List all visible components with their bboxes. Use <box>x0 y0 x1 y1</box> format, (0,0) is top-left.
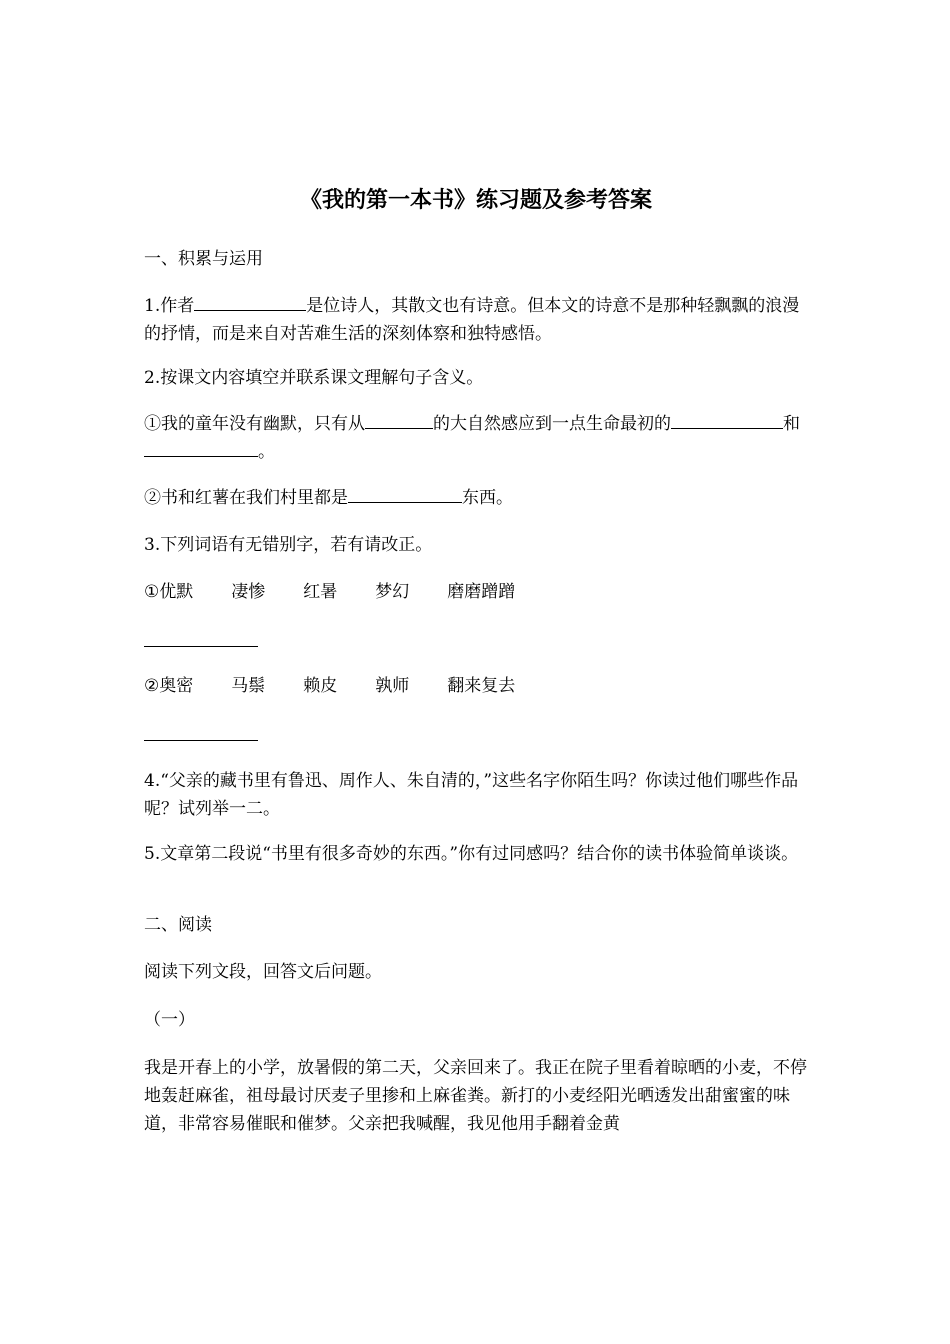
q3-word: 凄惨 <box>231 582 266 602</box>
question-5: 5.文章第二段说“书里有很多奇妙的东西。”你有过同感吗？结合你的读书体验简单谈谈。 <box>144 844 799 864</box>
q3-word: 翻来复去 <box>447 676 516 696</box>
q2a-blank-1 <box>365 410 433 429</box>
q2a-end: 。 <box>258 442 275 462</box>
answer-line-2 <box>144 740 258 741</box>
reading-instructions: 阅读下列文段，回答文后问题。 <box>144 962 382 982</box>
q3-row2-label: ② <box>144 676 160 696</box>
question-3-row-1 <box>144 578 808 606</box>
q2b-suffix: 东西。 <box>462 488 513 508</box>
q2a-prefix: ①我的童年没有幽默，只有从 <box>144 414 365 434</box>
q1-suffix: 是位诗人，其散文也有诗意。但本文的诗意不是那种轻飘飘的浪漫的抒情，而是来自对苦难生活的深刻体察和独特感悟。 <box>144 296 800 344</box>
q3-word: 磨磨蹭蹭 <box>447 582 516 602</box>
q2a-and: 和 <box>783 414 800 434</box>
question-3-row-2 <box>144 672 808 700</box>
section-heading-1: 一、积累与运用 <box>144 249 263 269</box>
q3-row1-label: ① <box>144 582 160 602</box>
question-4: 4.“父亲的藏书里有鲁迅、周作人、朱自清的，”这些名字你陌生吗？你读过他们哪些作品呢？试列举一二。 <box>144 771 799 819</box>
section-heading-2: 二、阅读 <box>144 915 212 935</box>
q1-prefix: 1.作者 <box>144 296 195 316</box>
q2a-blank-3 <box>144 438 258 457</box>
q2b-prefix: ②书和红薯在我们村里都是 <box>144 488 348 508</box>
reading-passage: 我是开春上的小学，放暑假的第二天，父亲回来了。我正在院子里看着晾晒的小麦，不停地轰赶麻雀，祖母最讨厌麦子里掺和上麻雀粪。新打的小麦经阳光晒透发出甜蜜蜜的味道，非常容易催眠和催梦。父亲把我喊醒，我见他用手翻着金黄 <box>144 1058 807 1134</box>
q3-word: 奥密 <box>159 676 194 696</box>
q1-blank <box>194 292 306 311</box>
q3-word: 梦幻 <box>375 582 410 602</box>
reading-part-label: （一） <box>144 1010 195 1030</box>
question-1 <box>144 292 808 348</box>
q2b-blank <box>348 484 462 503</box>
q3-word: 赖皮 <box>303 676 338 696</box>
answer-line-1 <box>144 646 258 647</box>
question-3-stem: 3.下列词语有无错别字，若有请改正。 <box>144 535 433 555</box>
q3-word: 红暑 <box>303 582 338 602</box>
q3-word: 优默 <box>159 582 194 602</box>
question-2-stem: 2.按课文内容填空并联系课文理解句子含义。 <box>144 368 484 388</box>
q2a-blank-2 <box>671 410 747 429</box>
question-2b <box>144 484 808 512</box>
q3-word: 孰师 <box>375 676 410 696</box>
question-2a <box>144 410 808 466</box>
q2a-mid: 的大自然感应到一点生命最初的 <box>433 414 671 434</box>
document-title: 《我的第一本书》练习题及参考答案 <box>299 187 652 213</box>
q3-word: 马鬃 <box>231 676 266 696</box>
q2a-blank-2-cont <box>747 410 783 429</box>
